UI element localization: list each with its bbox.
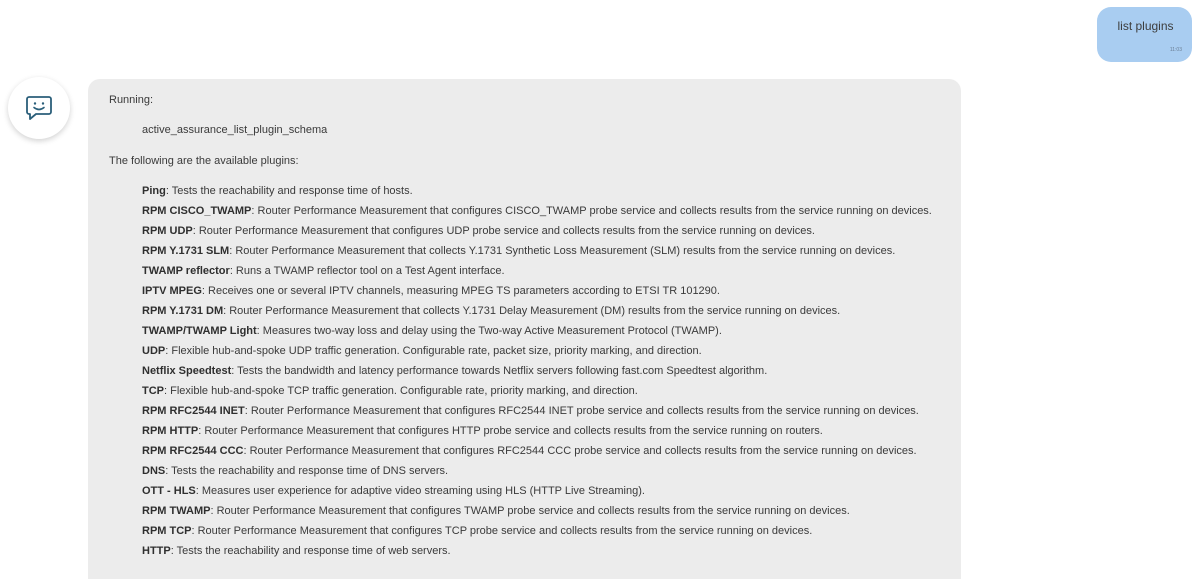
plugin-description: : Router Performance Measurement that configures RFC2544 CCC probe service and collects results from the service running on devices. [243,445,917,457]
plugin-list-item [142,264,961,284]
plugin-list-item [142,464,961,484]
plugin-list-item [142,224,961,244]
plugin-name: RPM HTTP [142,425,199,437]
plugin-description: : Router Performance Measurement that collects Y.1731 Delay Measurement (DM) results from the service running on devices. [223,305,841,317]
command-name: active_assurance_list_plugin_schema [142,124,328,136]
plugin-name: DNS [142,465,166,477]
plugin-description: : Router Performance Measurement that configures HTTP probe service and collects results from the service running on routers. [198,425,823,437]
plugin-description: : Router Performance Measurement that configures TWAMP probe service and collects results from the service running on devices. [210,505,850,517]
plugin-list-item [142,504,961,524]
user-message-bubble [1097,7,1192,62]
plugin-name: OTT - HLS [142,485,196,497]
plugin-name: RPM RFC2544 INET [142,405,245,417]
chat-smile-icon [24,93,54,123]
plugin-name: RPM Y.1731 DM [142,305,224,317]
plugin-description: : Router Performance Measurement that collects Y.1731 Synthetic Loss Measurement (SLM) results from the service running on devices. [229,245,896,257]
running-label: Running: [109,94,154,106]
plugin-name: RPM UDP [142,225,193,237]
plugin-name: TCP [142,385,164,397]
plugin-list [142,184,961,564]
plugin-list-item [142,204,961,224]
plugin-description: : Flexible hub-and-spoke UDP traffic generation. Configurable rate, packet size, priority marking, and direction. [165,345,702,357]
plugin-list-item [142,244,961,264]
plugin-list-item [142,184,961,204]
plugin-list-item [142,544,961,564]
plugin-list-item [142,444,961,464]
plugin-list-item [142,404,961,424]
plugin-name: RPM Y.1731 SLM [142,245,230,257]
plugin-list-item [142,384,961,404]
plugin-list-item [142,524,961,544]
plugin-list-item [142,344,961,364]
plugin-description: : Tests the reachability and response time of web servers. [170,545,451,557]
plugin-name: UDP [142,345,166,357]
plugin-description: : Tests the reachability and response time of DNS servers. [165,465,449,477]
plugin-name: TWAMP/TWAMP Light [142,325,257,337]
plugin-name: TWAMP reflector [142,265,230,277]
plugin-description: : Receives one or several IPTV channels, measuring MPEG TS parameters according to ETSI TR 101290. [201,285,720,297]
plugin-list-item [142,424,961,444]
plugin-description: : Router Performance Measurement that configures CISCO_TWAMP probe service and collects results from the service running on devices. [251,205,932,217]
user-message-time: 11:03 [1169,47,1182,53]
plugin-name: RPM TCP [142,525,192,537]
plugin-list-item [142,284,961,304]
plugin-name: RPM TWAMP [142,505,211,517]
plugin-list-item [142,304,961,324]
plugin-list-item [142,484,961,504]
plugin-description: : Measures two-way loss and delay using the Two-way Active Measurement Protocol (TWAMP). [256,325,722,337]
plugin-name: HTTP [142,545,171,557]
plugin-list-item [142,364,961,384]
plugin-name: Netflix Speedtest [142,365,232,377]
plugin-description: : Tests the bandwidth and latency performance towards Netflix servers following fast.com Speedtest algorithm. [231,365,768,377]
plugin-description: : Router Performance Measurement that configures TCP probe service and collects results from the service running on devices. [191,525,813,537]
plugin-name: RPM RFC2544 CCC [142,445,244,457]
plugin-description: : Measures user experience for adaptive video streaming using HLS (HTTP Live Streaming). [195,485,645,497]
plugin-name: IPTV MPEG [142,285,202,297]
plugin-list-item [142,324,961,344]
user-message-text: list plugins [1117,19,1174,33]
plugin-description: : Flexible hub-and-spoke TCP traffic generation. Configurable rate, priority marking, and direction. [164,385,638,397]
plugin-description: : Router Performance Measurement that configures RFC2544 INET probe service and collects results from the service running on devices. [244,405,919,417]
plugins-intro: The following are the available plugins: [109,155,299,167]
plugin-description: : Router Performance Measurement that configures UDP probe service and collects results from the service running on devices. [192,225,815,237]
plugin-name: Ping [142,185,166,197]
bot-avatar [8,77,70,139]
plugin-description: : Tests the reachability and response time of hosts. [165,185,413,197]
bot-message-bubble [88,79,961,579]
plugin-description: : Runs a TWAMP reflector tool on a Test Agent interface. [229,265,505,277]
plugin-name: RPM CISCO_TWAMP [142,205,252,217]
